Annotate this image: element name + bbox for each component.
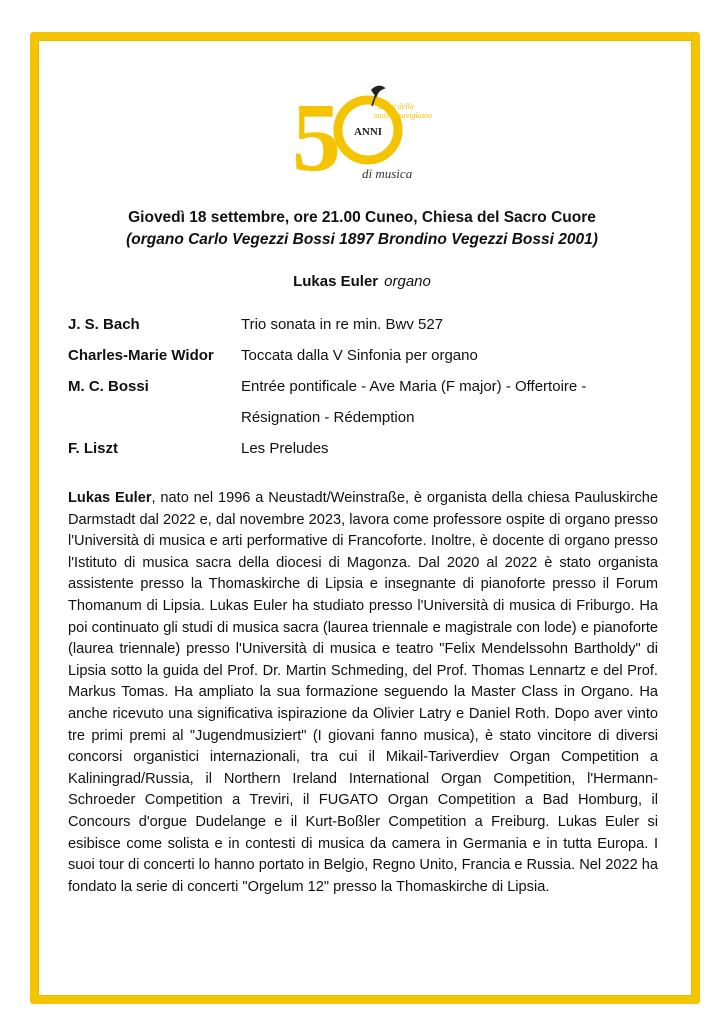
bio-name: Lukas Euler [68, 490, 152, 506]
performer-biography [68, 488, 658, 898]
bio-text: , nato nel 1996 a Neustadt/Weinstraße, è organista della chiesa Pauluskirche Darmstadt dal 2022 e, dal novembre 2023, lavora come professore ospite di organo presso l'Università di musica e arti performative di Francoforte. Inoltre, è docente di organo presso l'Istituto di musica sacra della diocesi di Magonza. Dal 2020 al 2022 è stato organista assistente presso la Thomaskirche di Lipsia e insegnante di pianoforte presso il Forum Thomanum di Lipsia. Lukas Euler ha studiato presso l'Università di musica di Friburgo. Ha poi continuato gli studi di musica sacra (laurea triennale e magistrale con lode) e pianoforte (laurea triennale) presso l'Università di musica e teatro "Felix Mendelssohn Bartholdy" di Lipsia sotto la guida del Prof. Dr. Martin Schmeding, del Prof. Thomas Lennartz e del Prof. Markus Tomas. Ha ampliato la sua formazione seguendo la Master Class in Organo. Ha anche ricevuto una significativa ispirazione da Olivier Latry e Daniel Roth. Dopo aver vinto tre primi premi al "Jugendmusiziert" (I giovani fanno musica), è stato vincitore di diversi concorsi organistici internazionali, tra cui il Mikail-Tariverdiev Organ Competition a Kaliningrad/Russia, il Northern Ireland International Organ Competition, l'Hermann-Schroeder Competition a Treviri, il FUGATO Organ Competition a Bad Homburg, il Concours d'orgue Dudelange e il Kurt-Boßler Competition a Freiburg. Lukas Euler si esibisce come solista e in contesti di musica da camera in Germania e in tutta Europa. I suoi tour di concerti lo hanno portato in Belgio, Regno Unito, Francia e Russia. Nel 2022 ha fondato la serie di concerti "Orgelum 12" presso la Thomaskirche di Lipsia. [68, 490, 658, 895]
program-work: Entrée pontificale - Ave Maria (F major) - Offertoire - [241, 378, 587, 395]
program-work: Résignation - Rédemption [241, 409, 415, 426]
program-composer: Charles-Marie Widor [68, 347, 214, 364]
program-composer: J. S. Bach [68, 316, 140, 333]
anniversary-logo [290, 78, 450, 193]
program-work: Trio sonata in re min. Bwv 527 [241, 316, 444, 333]
logo-number-five: 5 [292, 84, 341, 192]
program-work: Toccata dalla V Sinfonia per organo [241, 347, 478, 364]
logo-org-line1: amici della [378, 102, 414, 111]
program-composer: M. C. Bossi [68, 378, 149, 395]
event-date-venue: Giovedì 18 settembre, ore 21.00 Cuneo, Chiesa del Sacro Cuore [128, 209, 596, 226]
logo-tagline: di musica [362, 166, 413, 181]
logo-org-line2: musica savigliano [374, 111, 432, 120]
logo-anni-label: ANNI [353, 126, 383, 138]
performer-instrument: organo [384, 273, 431, 290]
performer-name: Lukas Euler [293, 273, 379, 290]
program-work: Les Preludes [241, 440, 329, 457]
event-organ-details: (organo Carlo Vegezzi Bossi 1897 Brondino Vegezzi Bossi 2001) [126, 231, 598, 248]
performer-line [60, 273, 664, 290]
program-composer: F. Liszt [68, 440, 119, 457]
